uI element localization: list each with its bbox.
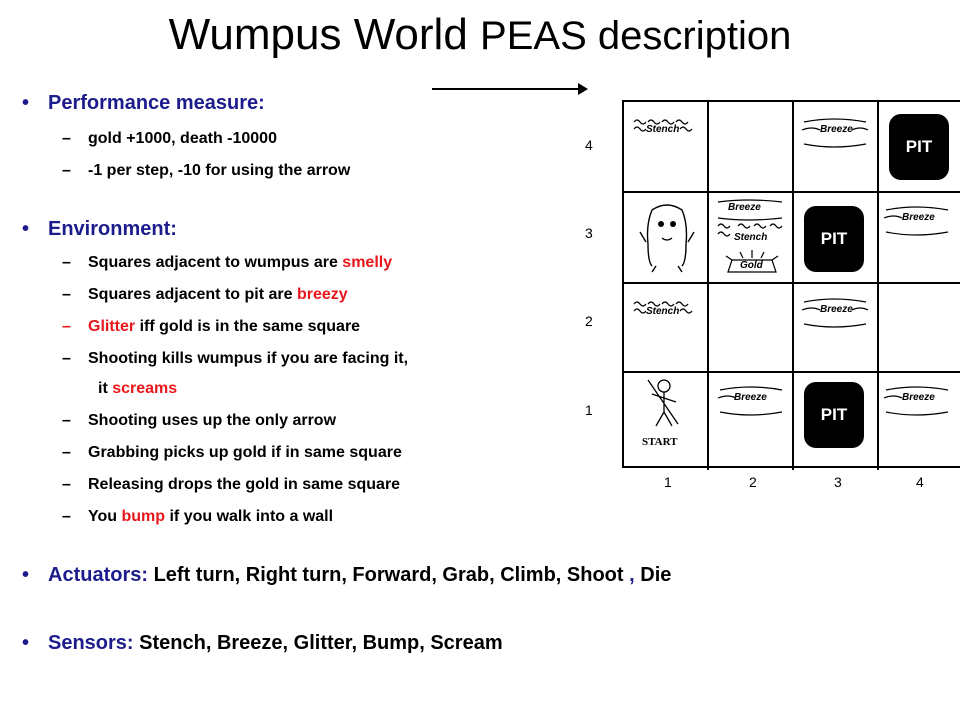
breeze-label: Breeze	[820, 124, 853, 135]
environment-item	[62, 318, 360, 336]
env-red-text: Glitter	[88, 318, 136, 335]
environment-item	[62, 286, 348, 304]
dash-icon: –	[62, 254, 71, 271]
environment-item	[62, 508, 333, 526]
env-text: iff gold is in the same square	[135, 318, 361, 335]
arrow-line	[432, 88, 584, 90]
row-label: 4	[585, 137, 593, 153]
stench-label: Stench	[646, 124, 680, 135]
breeze-label: Breeze	[734, 392, 767, 403]
bullet-icon: •	[22, 92, 30, 114]
dash-icon: –	[62, 476, 71, 493]
env-text: Squares adjacent to pit are	[88, 286, 297, 303]
dash-icon: –	[62, 318, 71, 335]
dash-icon: –	[62, 162, 71, 179]
env-red-text: smelly	[342, 254, 393, 271]
grid-line	[707, 102, 709, 470]
col-label: 3	[834, 474, 842, 490]
breeze-label: Breeze	[728, 202, 761, 213]
stench-label: Stench	[734, 232, 768, 243]
env-text: Grabbing picks up gold if in same square	[88, 444, 402, 461]
performance-heading	[22, 92, 265, 115]
sensors-text: Stench, Breeze, Glitter, Bump, Scream	[139, 632, 503, 654]
col-label: 4	[916, 474, 924, 490]
env-text: Shooting kills wumpus if you are facing it,	[88, 350, 409, 367]
environment-item	[62, 412, 336, 430]
env-text: Releasing drops the gold in same square	[88, 476, 401, 493]
start-label: START	[642, 436, 678, 448]
dash-icon: –	[62, 508, 71, 525]
environment-item	[62, 476, 400, 494]
wumpus-grid	[622, 100, 960, 468]
environment-item	[62, 350, 408, 368]
bullet-icon: •	[22, 564, 30, 586]
env-red-text: screams	[112, 380, 178, 397]
env-red-text: bump	[121, 508, 166, 525]
breeze-label: Breeze	[902, 392, 935, 403]
actuators-label: Actuators:	[48, 564, 149, 586]
grid-line	[624, 282, 960, 284]
dash-icon: –	[62, 412, 71, 429]
actuators-sep: ,	[629, 564, 635, 586]
grid-line	[624, 371, 960, 373]
agent-icon	[642, 378, 692, 430]
gold-label: Gold	[740, 260, 763, 271]
environment-item-cont	[98, 380, 177, 398]
row-label: 1	[585, 402, 593, 418]
title-part2: PEAS description	[480, 14, 792, 58]
performance-item-text: -1 per step, -10 for using the arrow	[88, 162, 351, 179]
row-label: 2	[585, 313, 593, 329]
pit-icon: PIT	[889, 114, 949, 180]
grid-line	[877, 102, 879, 470]
env-red-text: breezy	[296, 286, 348, 303]
pit-icon: PIT	[804, 206, 864, 272]
env-text: Shooting uses up the only arrow	[88, 412, 337, 429]
arrow-head-icon	[578, 83, 588, 95]
wumpus-icon	[638, 202, 696, 274]
environment-heading	[22, 218, 177, 241]
environment-item	[62, 444, 402, 462]
col-label: 2	[749, 474, 757, 490]
row-label: 3	[585, 225, 593, 241]
bullet-icon: •	[22, 218, 30, 240]
grid-line	[792, 102, 794, 470]
breeze-label: Breeze	[820, 304, 853, 315]
dash-icon: –	[62, 350, 71, 367]
slide-title	[0, 10, 960, 60]
sensors-label: Sensors:	[48, 632, 134, 654]
title-part1: Wumpus World	[168, 10, 468, 59]
pit-icon: PIT	[804, 382, 864, 448]
env-text: if you walk into a wall	[165, 508, 334, 525]
breeze-label: Breeze	[902, 212, 935, 223]
env-text: it	[98, 380, 113, 397]
env-text: You	[88, 508, 122, 525]
environment-label: Environment:	[48, 218, 177, 240]
dash-icon: –	[62, 444, 71, 461]
bullet-icon: •	[22, 632, 30, 654]
actuators-text: Left turn, Right turn, Forward, Grab, Climb, Shoot	[153, 564, 624, 586]
actuators-extra: Die	[640, 564, 672, 586]
performance-item-text: gold +1000, death -10000	[88, 130, 277, 147]
dash-icon: –	[62, 286, 71, 303]
performance-item	[62, 130, 277, 148]
environment-item	[62, 254, 392, 272]
stench-label: Stench	[646, 306, 680, 317]
sensors-heading	[22, 632, 503, 655]
dash-icon: –	[62, 130, 71, 147]
col-label: 1	[664, 474, 672, 490]
grid-line	[624, 191, 960, 193]
actuators-heading	[22, 564, 671, 587]
performance-label: Performance measure:	[48, 92, 265, 114]
performance-item	[62, 162, 350, 180]
env-text: Squares adjacent to wumpus are	[88, 254, 343, 271]
